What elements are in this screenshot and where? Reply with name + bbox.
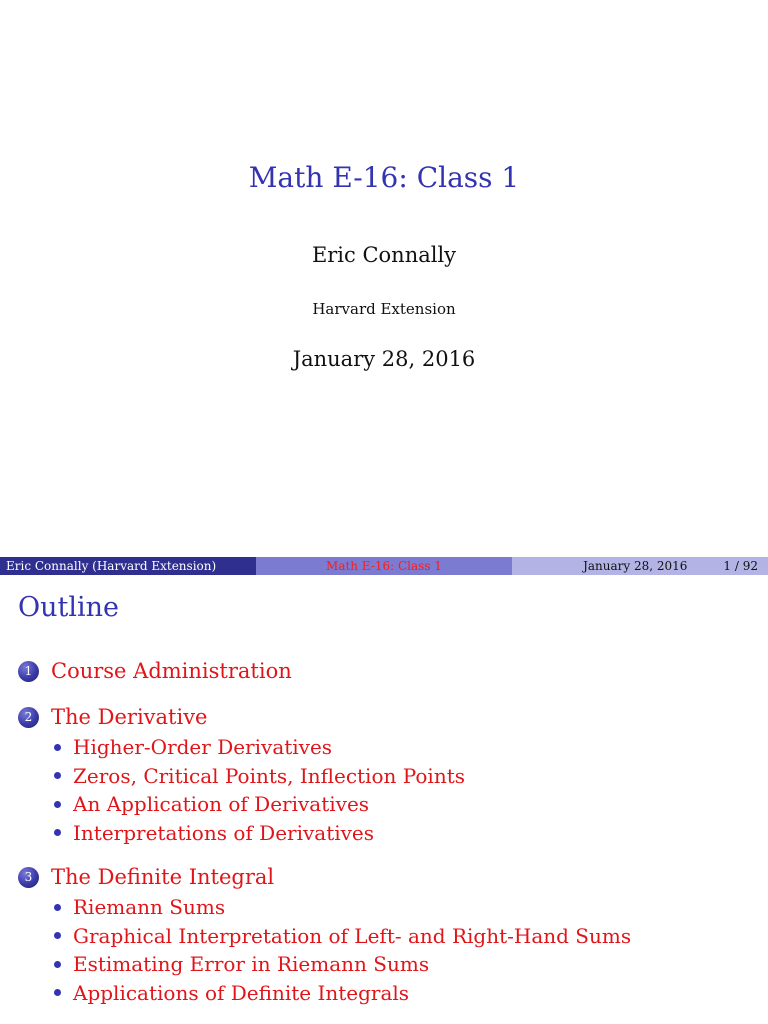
footer-short-title: Math E-16: Class 1 <box>256 557 512 575</box>
toc-subsection-link[interactable] <box>18 922 758 951</box>
toc-section-1 <box>18 655 758 687</box>
toc-subsection-link[interactable] <box>18 790 758 819</box>
subsection-label: Applications of Definite Integrals <box>73 980 410 1005</box>
toc-section-link[interactable] <box>18 861 758 893</box>
bullet-icon <box>54 801 61 808</box>
bullet-icon <box>54 961 61 968</box>
toc-subsection-link[interactable] <box>18 733 758 762</box>
presentation-title: Math E-16: Class 1 <box>248 161 520 194</box>
subsection-label: Zeros, Critical Points, Inflection Points <box>73 763 466 788</box>
section-label: The Derivative <box>51 705 208 729</box>
bullet-icon <box>54 904 61 911</box>
toc-section-3 <box>18 861 758 1007</box>
outline-slide <box>0 575 768 1024</box>
section-number-ball-icon: 2 <box>18 707 39 728</box>
presentation-date: January 28, 2016 <box>292 347 476 371</box>
toc-subsection-link[interactable] <box>18 893 758 922</box>
author-name: Eric Connally <box>311 243 457 267</box>
toc-subsection-link[interactable] <box>18 762 758 791</box>
table-of-contents <box>18 653 758 1021</box>
bullet-icon <box>54 772 61 779</box>
institute-name: Harvard Extension <box>312 300 456 318</box>
footer-author-institute: Eric Connally (Harvard Extension) <box>0 557 256 575</box>
section-label: Course Administration <box>51 659 292 683</box>
outline-title: Outline <box>18 592 120 623</box>
slide-footer <box>0 557 768 575</box>
footer-date-page <box>512 557 768 575</box>
section-number-ball-icon: 1 <box>18 661 39 682</box>
section-label: The Definite Integral <box>51 865 275 889</box>
subsection-label: Graphical Interpretation of Left- and Right-Hand Sums <box>73 923 632 948</box>
subsection-label: Estimating Error in Riemann Sums <box>73 952 430 977</box>
bullet-icon <box>54 989 61 996</box>
toc-subsection-link[interactable] <box>18 819 758 848</box>
subsection-label: Interpretations of Derivatives <box>73 820 375 845</box>
toc-subsection-link[interactable] <box>18 979 758 1008</box>
toc-section-2 <box>18 701 758 847</box>
toc-subsection-link[interactable] <box>18 950 758 979</box>
footer-page-number: 1 / 92 <box>723 559 758 573</box>
bullet-icon <box>54 932 61 939</box>
footer-date: January 28, 2016 <box>583 559 688 573</box>
toc-section-link[interactable] <box>18 701 758 733</box>
subsection-label: Higher-Order Derivatives <box>73 735 333 760</box>
subsection-label: Riemann Sums <box>73 895 226 920</box>
subsection-label: An Application of Derivatives <box>73 792 370 817</box>
toc-section-link[interactable] <box>18 655 758 687</box>
bullet-icon <box>54 744 61 751</box>
bullet-icon <box>54 829 61 836</box>
section-number-ball-icon: 3 <box>18 867 39 888</box>
